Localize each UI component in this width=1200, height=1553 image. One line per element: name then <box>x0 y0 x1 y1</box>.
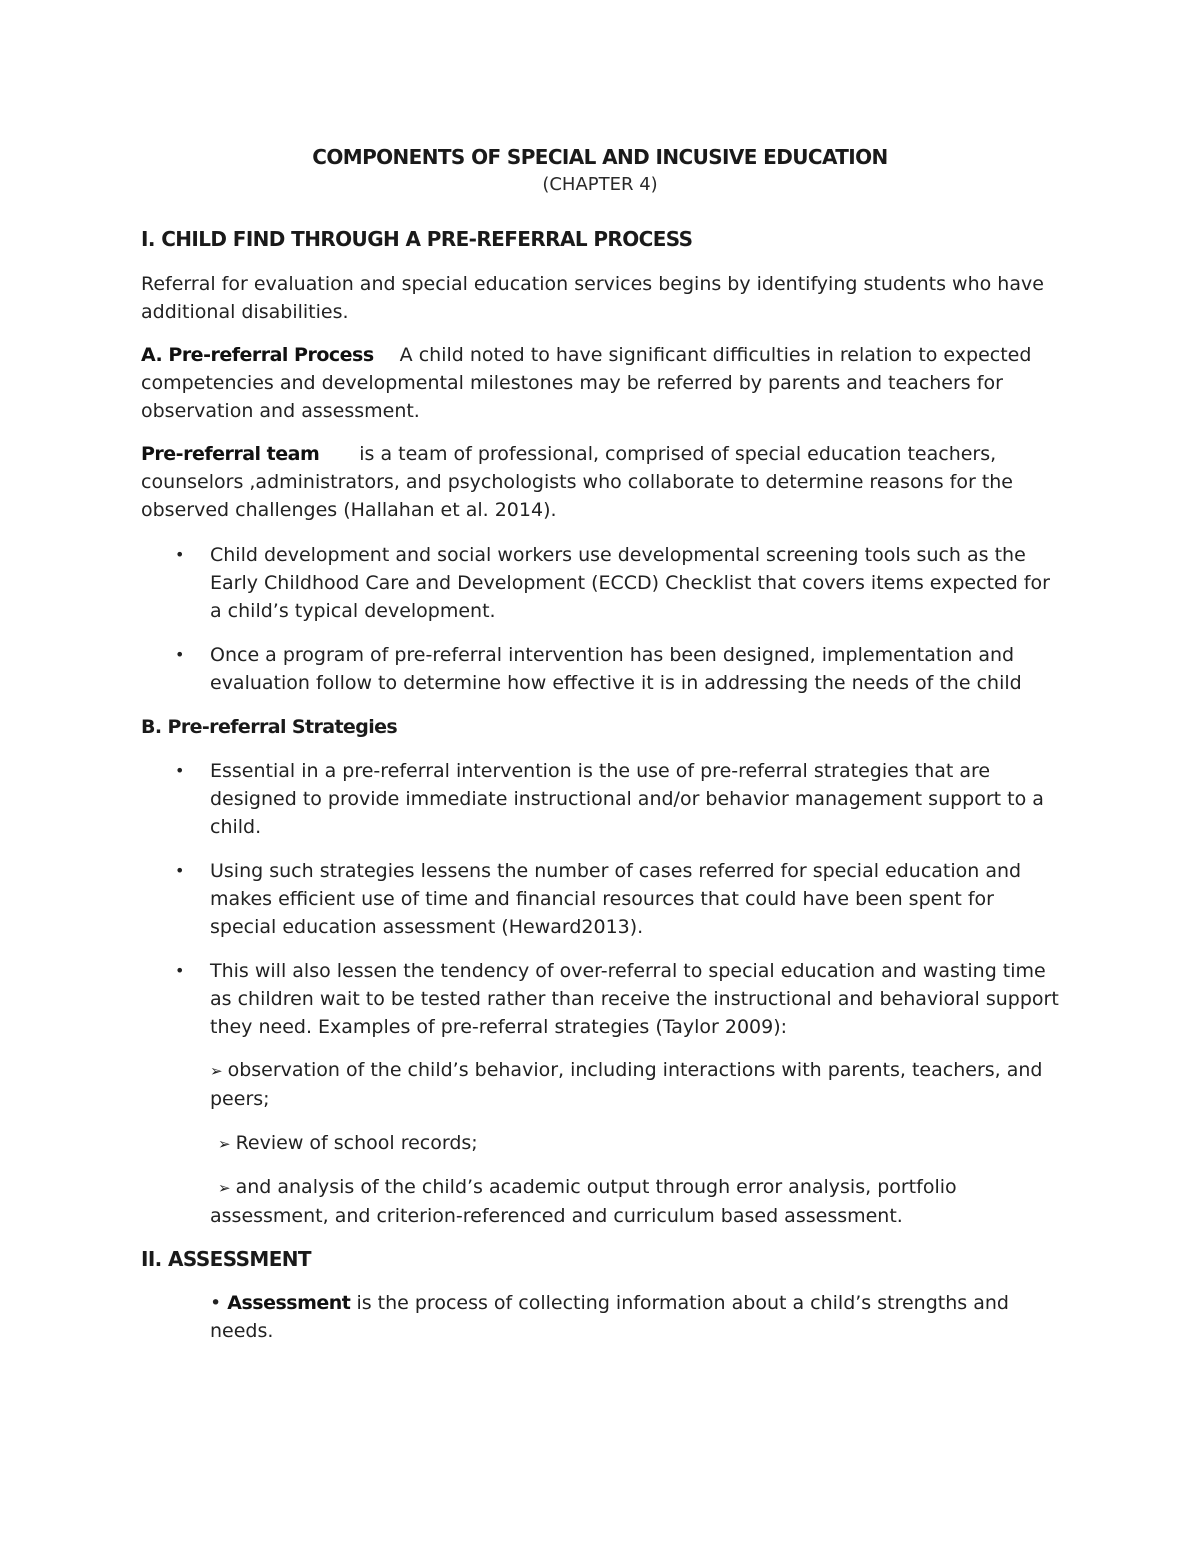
list-item <box>141 957 1061 1041</box>
list-item-text: Child development and social workers use developmental screening tools such as the Early Childhood Care and Development (ECCD) Checklist that covers items expected for a child’s typical development. <box>210 544 1050 622</box>
arrow-bullet-icon: ➢ <box>210 1062 223 1080</box>
strategy-item <box>210 1173 1060 1230</box>
bullet-icon: • <box>175 961 185 980</box>
pre-referral-process-lead: A. Pre-referral Process <box>141 344 374 366</box>
document-title: COMPONENTS OF SPECIAL AND INCUSIVE EDUCATION <box>312 145 888 169</box>
pre-referral-team-text: is a team of professional, comprised of special education teachers, counselors ,administrators, and psychologists who collaborate to determine reasons for the observed challenges (Hallahan et al. 2014). <box>141 443 1013 521</box>
strategy-text: and analysis of the child’s academic output through error analysis, portfolio assessment, and criterion-referenced and curriculum based assessment. <box>210 1176 957 1227</box>
pre-referral-team-paragraph <box>141 440 1061 524</box>
assessment-lead: Assessment <box>227 1292 351 1314</box>
list-item <box>141 541 1061 625</box>
bullet-icon: • <box>175 861 185 880</box>
document-subtitle: (CHAPTER 4) <box>542 174 658 195</box>
strategy-text: Review of school records; <box>235 1132 478 1154</box>
pre-referral-team-lead: Pre-referral team <box>141 443 320 465</box>
assessment-definition <box>210 1289 1060 1345</box>
section-1-intro: Referral for evaluation and special education services begins by identifying students who have additional disabilities. <box>141 273 1044 323</box>
list-item <box>141 757 1061 841</box>
arrow-bullet-icon: ➢ <box>218 1179 231 1197</box>
section-b-heading: B. Pre-referral Strategies <box>141 716 398 738</box>
strategy-item <box>210 1056 1060 1113</box>
arrow-bullet-icon: ➢ <box>218 1135 231 1153</box>
list-item <box>141 641 1061 697</box>
pre-referral-process-text: A child noted to have significant difficulties in relation to expected competencies and developmental milestones may be referred by parents and teachers for observation and assessment. <box>141 344 1032 422</box>
bullet-icon: • <box>175 761 185 780</box>
bullet-icon: • <box>175 545 185 564</box>
section-2-heading: II. ASSESSMENT <box>141 1247 311 1271</box>
assessment-text: is the process of collecting information about a child’s strengths and needs. <box>210 1292 1009 1342</box>
list-item-text: Using such strategies lessens the number of cases referred for special education and makes efficient use of time and financial resources that could have been spent for special education assessment (Heward2013). <box>210 860 1022 938</box>
section-1-heading: I. CHILD FIND THROUGH A PRE-REFERRAL PROCESS <box>141 227 693 251</box>
list-item-text: This will also lessen the tendency of over-referral to special education and wasting time as children wait to be tested rather than receive the instructional and behavioral support they need. Examples of pre-referral strategies (Taylor 2009): <box>210 960 1059 1038</box>
list-item-text: Essential in a pre-referral intervention is the use of pre-referral strategies that are designed to provide immediate instructional and/or behavior management support to a child. <box>210 760 1044 838</box>
strategy-item <box>210 1129 1060 1158</box>
strategy-text: observation of the child’s behavior, including interactions with parents, teachers, and peers; <box>210 1059 1043 1110</box>
bullet-icon: • <box>210 1292 222 1314</box>
list-item-text: Once a program of pre-referral intervention has been designed, implementation and evaluation follow to determine how effective it is in addressing the needs of the child <box>210 644 1022 694</box>
bullet-icon: • <box>175 645 185 664</box>
list-item <box>141 857 1061 941</box>
pre-referral-process-paragraph <box>141 341 1061 425</box>
